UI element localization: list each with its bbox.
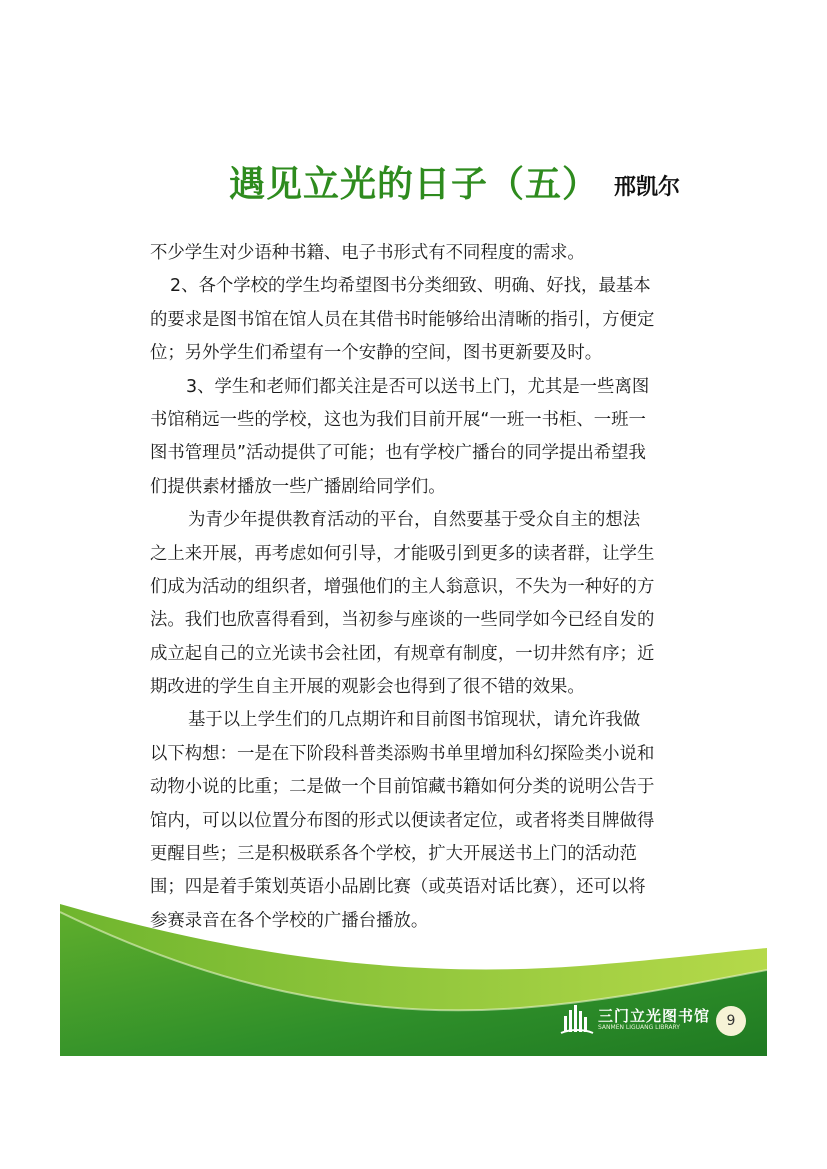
body-line: 书馆稍远一些的学校，这也为我们目前开展“一班一书柜、一班一 <box>150 409 646 430</box>
title-row <box>0 160 827 210</box>
body-line: 成立起自己的立光读书会社团，有规章有制度，一切井然有序；近 <box>150 643 655 664</box>
library-logo <box>560 1002 711 1038</box>
body-line: 3、学生和老师们都关注是否可以送书上门，尤其是一些离图 <box>186 376 650 397</box>
body-line: 们提供素材播放一些广播剧给同学们。 <box>150 476 446 497</box>
body-line: 之上来开展，再考虑如何引导，才能吸引到更多的读者群，让学生 <box>150 543 655 564</box>
body-line: 为青少年提供教育活动的平台，自然要基于受众自主的想法 <box>188 510 641 531</box>
body-line: 期改进的学生自主开展的观影会也得到了很不错的效果。 <box>150 677 585 698</box>
page-number: 9 <box>716 1006 746 1036</box>
body-line: 的要求是图书馆在馆人员在其借书时能够给出清晰的指引，方便定 <box>150 309 655 330</box>
body-line: 参赛录音在各个学校的广播台播放。 <box>150 910 429 931</box>
logo-text: 三门立光图书馆 <box>598 1007 711 1025</box>
body-line: 不少学生对少语种书籍、电子书形式有不同程度的需求。 <box>150 243 585 263</box>
library-building-icon <box>560 1002 594 1036</box>
logo-subtext: SANMEN LIGUANG LIBRARY <box>598 1024 680 1031</box>
body-line: 更醒目些；三是积极联系各个学校，扩大开展送书上门的活动范 <box>150 844 637 865</box>
body-line: 基于以上学生们的几点期许和目前图书馆现状，请允许我做 <box>188 710 641 731</box>
body-line: 动物小说的比重；二是做一个目前馆藏书籍如何分类的说明公告于 <box>150 777 655 798</box>
body-line: 法。我们也欣喜得看到，当初参与座谈的一些同学如今已经自发的 <box>150 610 655 631</box>
article-title: 遇见立光的日子（五） <box>229 164 600 205</box>
body-line: 馆内，可以以位置分布图的形式以便读者定位，或者将类目牌做得 <box>150 810 655 831</box>
body-line: 们成为活动的组织者，增强他们的主人翁意识，不失为一种好的方 <box>150 576 655 597</box>
article-body <box>150 237 690 938</box>
body-line: 以下构想：一是在下阶段科普类添购书单里增加科幻探险类小说和 <box>150 743 655 764</box>
body-line: 图书管理员”活动提供了可能；也有学校广播台的同学提出希望我 <box>150 443 646 464</box>
body-line: 位；另外学生们希望有一个安静的空间，图书更新要及时。 <box>150 343 603 364</box>
body-line: 围；四是着手策划英语小品剧比赛（或英语对话比赛），还可以将 <box>150 877 646 898</box>
author-name: 邢凯尔 <box>614 175 681 200</box>
body-line: 2、各个学校的学生均希望图书分类细致、明确、好找，最基本 <box>170 276 651 297</box>
